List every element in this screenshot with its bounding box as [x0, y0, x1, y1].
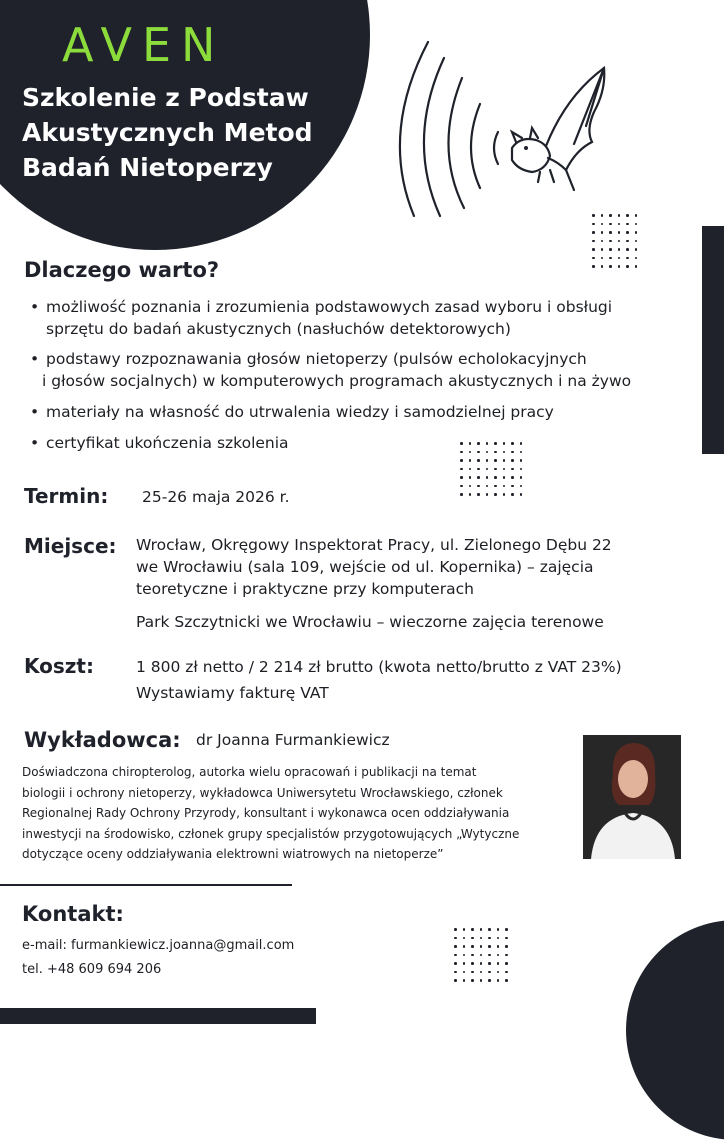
bottom-corner-circle: [626, 920, 724, 1140]
miejsce-label: Miejsce:: [24, 534, 117, 558]
title-line-2: Akustycznych Metod: [22, 118, 313, 147]
why-item-1: • możliwość poznania i zrozumienia podstawowych zasad wyboru i obsługi sprzętu do badań akustycznych (nasłuchów detektorowych): [30, 296, 680, 340]
miejsce-value: Wrocław, Okręgowy Inspektorat Pracy, ul. Zielonego Dębu 22 we Wrocławiu (sala 109, wejście od ul. Kopernika) – zajęcia teoretyczne i praktyczne przy komputerach: [136, 536, 612, 598]
termin-value: 25-26 maja 2026 r.: [142, 488, 290, 506]
page-title: [22, 80, 342, 185]
title-line-3: Badań Nietoperzy: [22, 153, 273, 182]
dot-grid-decoration-1: [592, 214, 637, 268]
lecturer-name: dr Joanna Furmankiewicz: [196, 731, 390, 749]
why-item-3: • materiały na własność do utrwalenia wiedzy i samodzielnej pracy: [30, 401, 680, 423]
koszt-label: Koszt:: [24, 654, 94, 678]
bat-illustration-icon: [380, 30, 620, 220]
title-line-1: Szkolenie z Podstaw: [22, 83, 309, 112]
why-item-2: • podstawy rozpoznawania głosów nietoperzy (pulsów echolokacyjnych i głosów socjalnych) w komputerowych programach akustycznych i na żywo: [30, 348, 680, 392]
koszt-value: 1 800 zł netto / 2 214 zł brutto (kwota netto/brutto z VAT 23%) Wystawiamy fakturę VAT: [136, 658, 622, 702]
why-item-4: • certyfikat ukończenia szkolenia: [30, 432, 680, 454]
miejsce-extra: Park Szczytnicki we Wrocławiu – wieczorne zajęcia terenowe: [136, 613, 604, 631]
aven-logo: AVEN: [62, 18, 226, 72]
termin-label: Termin:: [24, 484, 109, 508]
contact-phone[interactable]: tel. +48 609 694 206: [22, 962, 162, 977]
bottom-bar: [0, 1008, 316, 1024]
why-heading: Dlaczego warto?: [24, 258, 220, 282]
contact-email[interactable]: e-mail: furmankiewicz.joanna@gmail.com: [22, 938, 295, 953]
section-divider: [0, 884, 292, 886]
why-list: [30, 296, 680, 461]
dot-grid-decoration-3: [454, 928, 508, 982]
lecturer-label: Wykładowca:: [24, 728, 181, 752]
right-edge-bar: [702, 226, 724, 454]
lecturer-bio: Doświadczona chiropterolog, autorka wielu opracowań i publikacji na temat biologii i ochrony nietoperzy, wykładowca Uniwersytetu Wrocławskiego, członek Regionalnej Rady Ochrony Przyrody, konsultant i wykonawca ocen oddziaływania inwestycji na środowisko, członek grupy specjalistów przygotowujących „Wytyczne dotyczące oceny oddziaływania elektrowni wiatrowych na nietoperze”: [22, 765, 520, 861]
contact-heading: Kontakt:: [22, 902, 124, 926]
lecturer-photo: [583, 735, 681, 859]
